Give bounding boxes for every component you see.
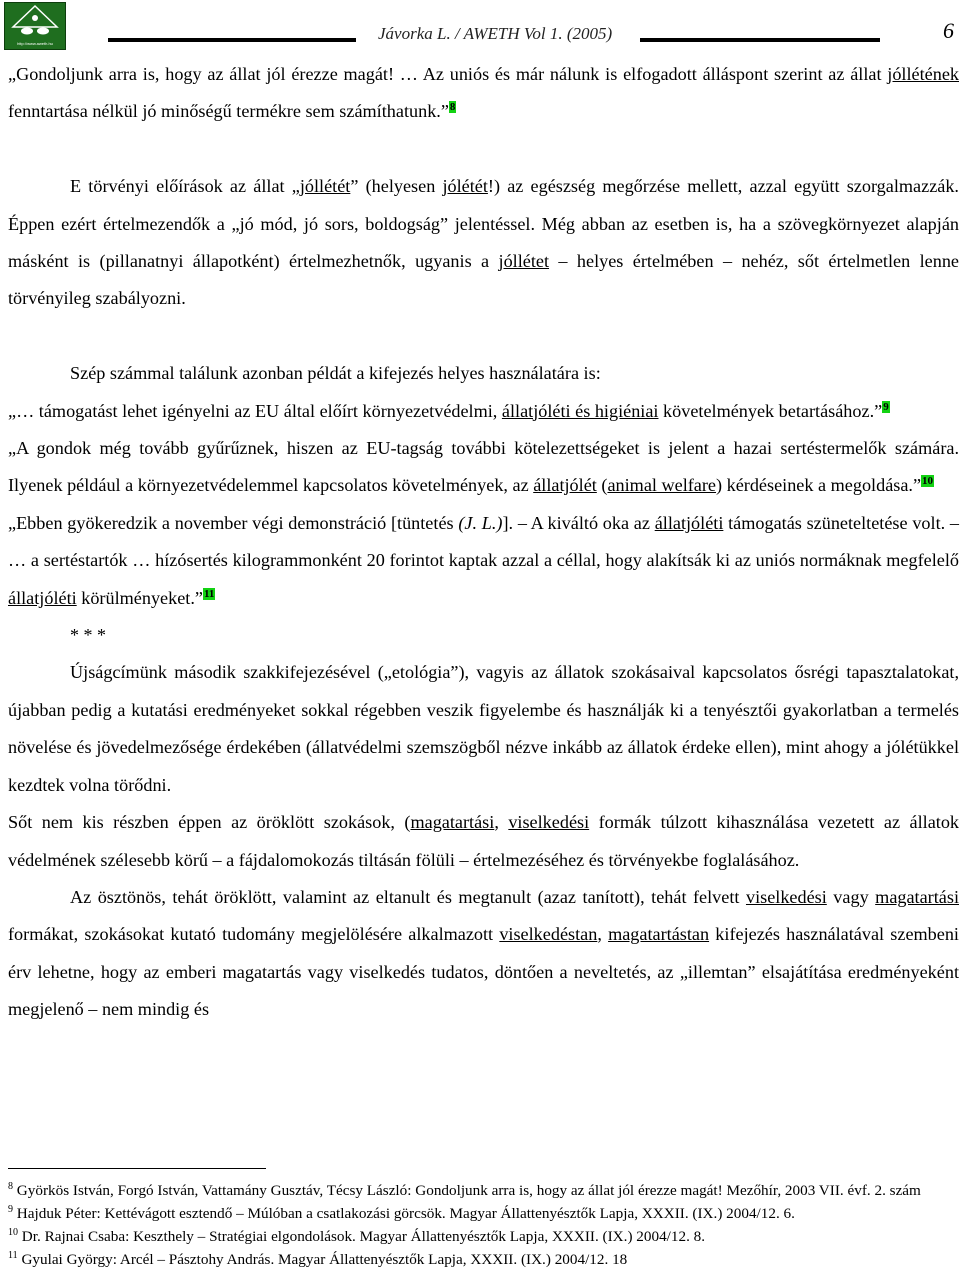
footnote-11: $^{11}$ Gyulai György: Arcél – Pásztohy András. Magyar Állattenyésztők Lapja, XXXII. (IX.) 2004/12. 18: [8, 1250, 628, 1269]
running-head: Jávorka L. / AWETH Vol 1. (2005): [378, 24, 613, 43]
paragraph-7: Újságcímünk második szakkifejezésével („etológia”), vagyis az állatok szokásaival kapcsolatos ősrégi tapasztalatokat, újabban pedig a kutatási eredményeket sokkal régebben veszik figyelembe és használják ki a tenyésztői gyakorlatban a termelés növelése és jövedelmezősége érdekében (állatvédelmi szemszögből nézve inkább az állatok érdeke ellen), mint ahogy a jólétükkel kezdtek volna törődni.: [8, 662, 959, 795]
footnote-ref-8[interactable]: 8: [449, 101, 456, 114]
page-number: 6: [943, 18, 954, 43]
footnote-ref-11[interactable]: 11: [203, 587, 215, 600]
logo-animals-icon: [5, 3, 65, 39]
footnotes: [8, 1168, 948, 1269]
footnote-ref-10[interactable]: 10: [922, 475, 934, 488]
header-rule-left: [108, 38, 356, 42]
paragraph-quote-2: „… támogatást lehet igényelni az EU által előírt környezetvédelmi, állatjóléti és higiéniai követelmények betartásához.”$^9$: [8, 400, 889, 421]
paragraph-quote-1: „Gondoljunk arra is, hogy az állat jól érezze magát! … Az uniós és már nálunk is elfogadott álláspont szerint az állat jóllétének fenntartása nélkül jó minőségű termékre sem számíthatunk.”$^8$: [8, 64, 959, 122]
page-header: [0, 0, 960, 52]
footnote-8: $^8$ Györkös István, Forgó István, Vattamány Gusztáv, Técsy László: Gondoljunk arra is, hogy az állat jól érezze magát! Mezőhír, 2003 VII. évf. 2. szám: [8, 1181, 921, 1200]
footnote-10: $^{10}$ Dr. Rajnai Csaba: Keszthely – Stratégiai elgondolások. Magyar Állattenyésztők Lapja, XXXII. (IX.) 2004/12. 8.: [8, 1227, 706, 1246]
section-separator: * * *: [70, 625, 106, 646]
paragraph-quote-4: „Ebben gyökeredzik a november végi demonstráció [tüntetés (J. L.)]. – A kiváltó oka az állatjóléti támogatás szüneteltetése volt. – … a sertéstartók … hízósertés kilogrammonként 20 forintot kaptak azzal a céllal, hogy alakítsák ki az uniós normáknak megfelelő állatjóléti körülményeket.”$^{11}$: [8, 512, 960, 608]
paragraph-2: E törvényi előírások az állat „jóllétét” (helyesen jólétét!) az egészség megőrzése mellett, azzal együtt szorgalmazzák. Éppen ezért értelmezendők a „jó mód, jó sors, boldogság” jelentéssel. Még abban az esetben is, ha a szövegkörnyezet alapján másként is (pillanatnyi állapotként) értelmezhetnők, ugyanis a jóllétet – helyes értelmében – nehéz, sőt értelmetlen lenne törvényileg szabályozni.: [8, 176, 959, 309]
paragraph-quote-3: „A gondok még tovább gyűrűznek, hiszen az EU-tagság további kötelezettségeket is jelent a hazai sertéstermelők számára. Ilyenek például a környezetvédelemmel kapcsolatos követelmények, az állatjólét (animal welfare) kérdéseinek a megoldása.”$^{10}$: [8, 438, 959, 496]
paragraph-8: Sőt nem kis részben éppen az öröklött szokások, (magatartási, viselkedési formák túlzott kihasználása vezetett az állatok védelmének szélesebb körű – a fájdalomokozás tiltásán fölüli – értelmezéséhez és törvényekbe foglalásához.: [8, 812, 960, 870]
paragraph-3: Szép számmal találunk azonban példát a kifejezés helyes használatára is:: [70, 363, 601, 384]
logo-url: http://www.aweth.hu: [17, 41, 53, 46]
paragraph-9: Az ösztönös, tehát öröklött, valamint az eltanult és megtanult (azaz tanított), tehát felvett viselkedési vagy magatartási formákat, szokásokat kutató tudomány megjelölésére alkalmazott viselkedéstan, magatartástan kifejezés használatával szembeni érv lehetne, hogy az emberi magatartás vagy viselkedés tudatos, döntően a neveltetés, az „illemtan” elsajátítása eredményeként megjelenő – nem mindig és: [8, 886, 959, 1020]
footnote-rule: [8, 1168, 266, 1169]
aweth-logo: [4, 2, 66, 50]
article-body: [8, 56, 959, 1029]
footnote-ref-9[interactable]: 9: [883, 400, 889, 413]
header-rule-right: [640, 38, 880, 42]
footnote-9: $^9$ Hajduk Péter: Kettévágott esztendő – Múlóban a csatlakozási görcsök. Magyar Állattenyésztők Lapja, XXXII. (IX.) 2004/12. 6.: [8, 1204, 795, 1223]
